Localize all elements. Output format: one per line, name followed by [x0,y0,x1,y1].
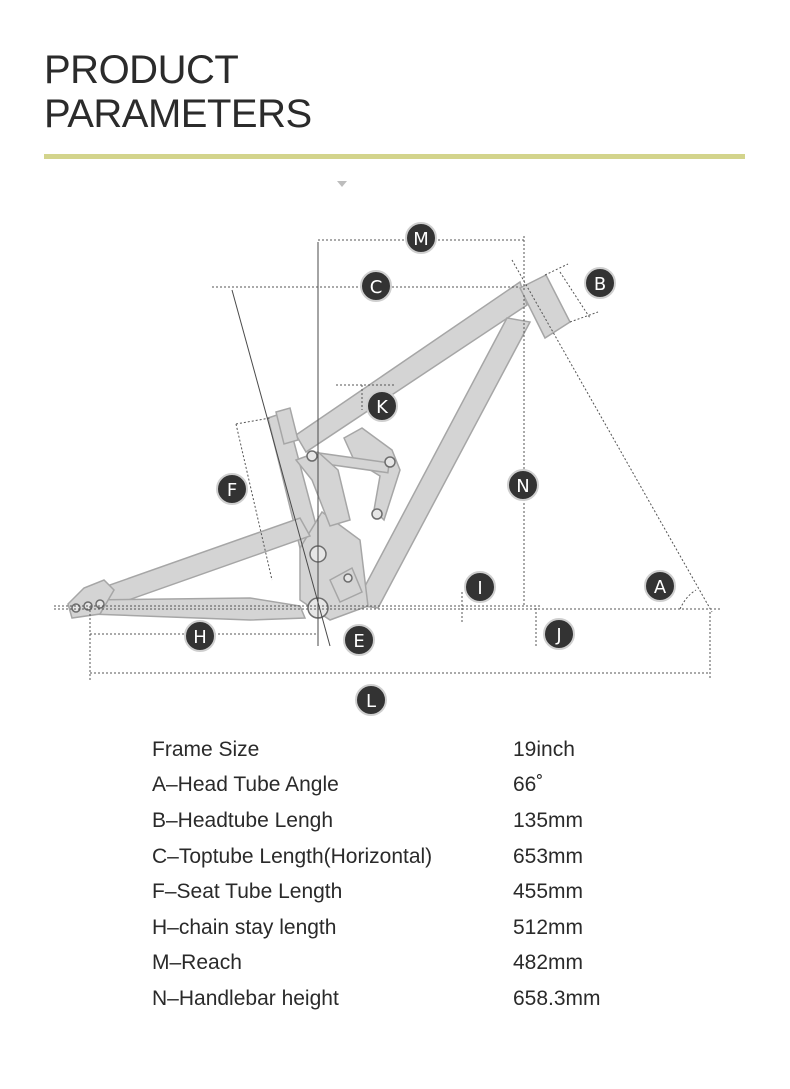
marker-i-label: I [477,578,483,599]
spec-row [152,910,673,946]
spec-table [152,732,673,1017]
spec-name: A–Head Tube Angle [152,773,339,797]
seat-stay [90,518,310,610]
spec-value: 455mm [513,880,584,904]
dim-a-arc [680,590,696,609]
marker-c [361,271,391,301]
spec-row [152,839,673,875]
chain-stay [88,598,305,620]
marker-m-label: M [413,229,429,250]
spec-value: 658.3mm [513,986,601,1010]
title-line-1: PRODUCT [44,48,239,92]
marker-l [356,685,386,715]
spec-row [152,803,673,839]
marker-f [217,474,247,504]
marker-n-label: N [516,476,530,497]
marker-j-label: J [556,625,562,646]
marker-f-label: F [226,480,238,501]
rear-axle-bolt-3 [96,600,104,608]
marker-k-label: K [376,397,388,418]
spec-row [152,946,673,982]
dim-b-top [545,264,568,275]
spec-value: 653mm [513,844,584,868]
pivot-lower-link [344,574,352,582]
dim-b-bottom [570,312,598,322]
bike-frame [68,275,570,620]
marker-h-label: H [193,627,207,648]
spec-value: 135mm [513,808,584,832]
marker-a-label: A [653,577,667,598]
pivot-shock-rear [385,457,395,467]
marker-c-label: C [369,277,383,298]
spec-name: Frame Size [152,737,260,761]
spec-name: M–Reach [152,951,242,975]
spec-row [152,874,673,910]
spec-row [152,768,673,804]
head-tube [520,275,570,338]
marker-e [344,625,374,655]
marker-j [544,619,574,649]
spec-value: 19inch [513,737,575,761]
spec-row [152,732,673,768]
rocker-link [344,428,400,520]
spec-value: 66˚ [513,773,544,797]
marker-h [185,621,215,651]
pivot-shock-front [307,451,317,461]
spec-name: C–Toptube Length(Horizontal) [152,844,433,868]
spec-value: 512mm [513,915,584,939]
marker-i [465,572,495,602]
dim-a-steer [512,260,712,612]
marker-e-label: E [353,631,365,652]
spec-row [152,981,673,1017]
spec-value: 482mm [513,951,584,975]
spec-name: B–Headtube Lengh [152,808,333,832]
marker-b [585,268,615,298]
marker-l-label: L [365,691,377,712]
marker-a [645,571,675,601]
spec-name: F–Seat Tube Length [152,880,343,904]
marker-k [367,391,397,421]
spec-name: N–Handlebar height [152,986,339,1010]
rear-axle-bolt-1 [72,604,80,612]
pivot-rocker-lower [372,509,382,519]
marker-b-label: B [593,274,607,295]
dim-f-top [236,418,270,424]
title-line-2: PARAMETERS [44,92,312,136]
spec-name: H–chain stay length [152,915,337,939]
marker-m [406,223,436,253]
marker-n [508,470,538,500]
